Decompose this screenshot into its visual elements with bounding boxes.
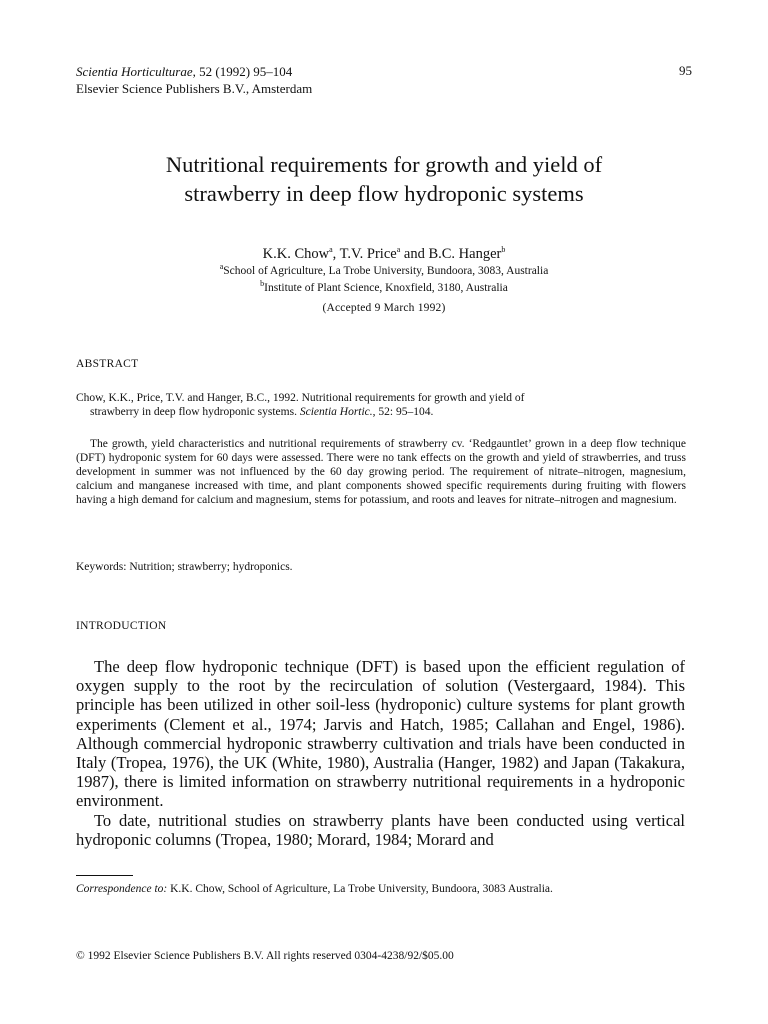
affiliation-a-text: School of Agriculture, La Trobe University, Bundoora, 3083, Australia xyxy=(223,265,549,277)
author-separator: , xyxy=(332,246,340,262)
citation-text: strawberry in deep flow hydroponic systems. xyxy=(90,406,300,418)
citation-line-2 xyxy=(76,405,686,419)
citation-line-1: Chow, K.K., Price, T.V. and Hanger, B.C., 1992. Nutritional requirements for growth and yield of xyxy=(76,392,525,404)
introduction-body xyxy=(76,657,685,849)
author-3-affil-mark: b xyxy=(501,245,506,255)
keywords: Keywords: Nutrition; strawberry; hydroponics. xyxy=(76,561,293,573)
affiliation-b xyxy=(0,279,768,294)
author-1: K.K. Chow xyxy=(262,246,330,262)
title-line-1: Nutritional requirements for growth and yield of xyxy=(165,152,603,177)
journal-header xyxy=(76,63,312,97)
journal-name: Scientia Horticulturae xyxy=(76,64,193,79)
accepted-date: (Accepted 9 March 1992) xyxy=(322,302,446,314)
author-1-affil-mark: a xyxy=(329,245,333,255)
title-line-2: strawberry in deep flow hydroponic systems xyxy=(184,181,584,206)
footnote-rule xyxy=(76,875,133,876)
affiliation-a xyxy=(0,262,768,277)
abstract-heading: ABSTRACT xyxy=(76,358,139,370)
author-2-affil-mark: a xyxy=(396,245,401,255)
copyright-line: © 1992 Elsevier Science Publishers B.V. All rights reserved 0304-4238/92/$05.00 xyxy=(76,950,454,962)
journal-ref: , 52 (1992) 95–104 xyxy=(192,64,293,79)
abstract-body: The growth, yield characteristics and nutritional requirements of strawberry cv. ‘Redgauntlet’ grown in a deep flow technique (DFT) hydroponic system for 60 days were assessed. There were no tank effects on the growth and yield of strawberries, and truss development in summer was not influenced by the 60 day growing period. The requirement of nitrate–nitrogen, magnesium, calcium and manganese increased with time, and plant components showed specific requirements during fruiting with flowers having a high demand for calcium and magnesium, stems for potassium, and roots and leaves for nitrate–nitrogen and magnesium. xyxy=(76,438,686,506)
author-list xyxy=(0,246,768,263)
page-number: 95 xyxy=(679,63,692,78)
intro-paragraph-2: To date, nutritional studies on strawberry plants have been conducted using vertical hydroponic columns (Tropea, 1980; Morard, 1984; Morard and xyxy=(76,810,685,849)
abstract-citation xyxy=(76,391,686,419)
citation-pages: , 52: 95–104. xyxy=(372,406,434,418)
affiliation-b-text: Institute of Plant Science, Knoxfield, 3180, Australia xyxy=(264,282,508,294)
intro-paragraph-1: The deep flow hydroponic technique (DFT) is based upon the efficient regulation of oxygen supply to the root by the recirculation of solution (Vestergaard, 1984). This principle has been utilized in other soil-less (hydroponic) culture systems for plant growth experiments (Clement et al., 1974; Jarvis and Hatch, 1985; Callahan and Engel, 1986). Although commercial hydroponic strawberry cultivation and trials have been conducted in Italy (Tropea, 1976), the UK (White, 1980), Australia (Hanger, 1982) and Japan (Takakura, 1987), there is limited information on strawberry nutritional requirements in a hydroponic environment. xyxy=(76,657,685,811)
affiliation-a-mark: a xyxy=(219,262,224,272)
footnote-label: Correspondence to: xyxy=(76,883,168,895)
footnote-text: K.K. Chow, School of Agriculture, La Trobe University, Bundoora, 3083 Australia. xyxy=(167,883,553,895)
author-separator: and xyxy=(400,246,429,262)
author-2: T.V. Price xyxy=(339,246,397,262)
introduction-heading: INTRODUCTION xyxy=(76,620,167,632)
correspondence-footnote xyxy=(76,882,686,897)
publisher-line: Elsevier Science Publishers B.V., Amsterdam xyxy=(76,81,313,96)
paper-title xyxy=(40,150,728,208)
author-3: B.C. Hanger xyxy=(428,246,502,262)
affiliation-b-mark: b xyxy=(260,279,265,289)
citation-journal: Scientia Hortic. xyxy=(299,406,373,418)
